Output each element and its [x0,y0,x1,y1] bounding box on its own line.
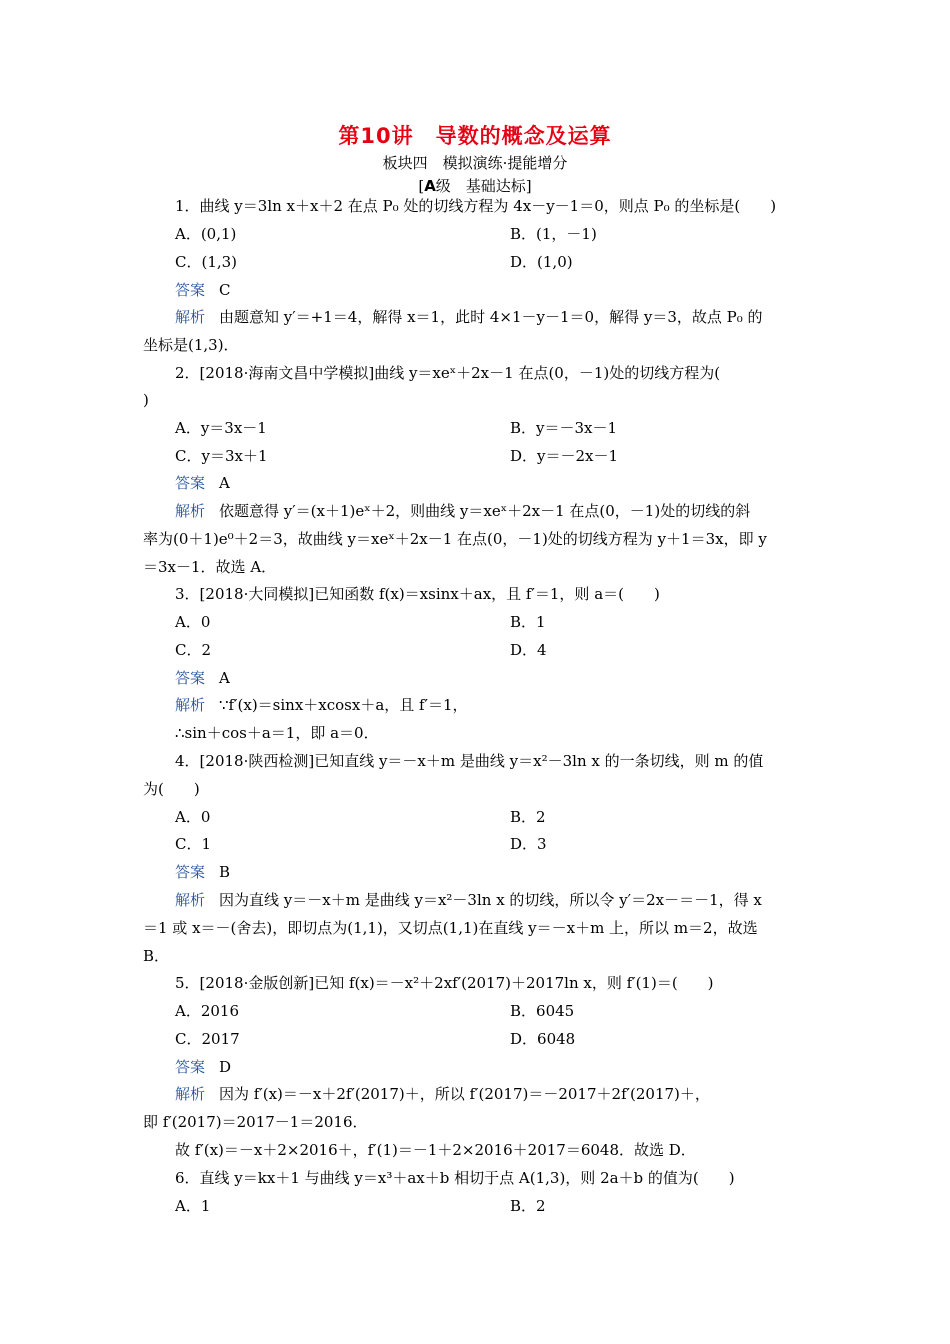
q6-option-a: A．1 [175,1197,211,1215]
level-heading [0,175,950,196]
q1-option-a: A．(0,1) [175,225,237,243]
q3-analysis [175,695,468,715]
q4-option-d: D．3 [510,835,547,853]
q2-stem-cont: ) [143,391,149,409]
level-rest: 级 基础达标] [435,177,532,195]
q4-analysis-cont-2: B． [143,947,170,965]
q1-analysis-cont: 坐标是(1,3)． [143,336,239,354]
q5-answer [175,1057,231,1077]
q6-option-b: B．2 [510,1197,546,1215]
q1-answer [175,280,231,300]
q5-stem: 5．[2018·金版创新]已知 f(x)＝－x²＋2xf′(2017)＋2017ln x，则 f′(1)＝( ) [175,974,714,992]
q2-option-d: D．y＝－2x－1 [510,447,619,465]
q4-option-a: A．0 [175,808,211,826]
q3-stem: 3．[2018·大同模拟]已知函数 f(x)＝xsinx＋ax，且 f′＝1，则 a＝( ) [175,585,660,603]
q3-option-c: C．2 [175,641,212,659]
q5-option-a: A．2016 [175,1002,240,1020]
q4-stem-cont: 为( ) [143,780,200,798]
q6-stem: 6．直线 y＝kx＋1 与曲线 y＝x³＋ax＋b 相切于点 A(1,3)，则 2a＋b 的值为( ) [175,1169,735,1187]
q5-option-d: D．6048 [510,1030,576,1048]
q4-stem: 4．[2018·陕西检测]已知直线 y＝－x＋m 是曲线 y＝x²－3ln x 的一条切线，则 m 的值 [175,752,764,770]
q4-answer-value: B [219,863,231,881]
q5-option-b: B．6045 [510,1002,575,1020]
q2-option-a: A．y＝3x－1 [175,419,267,437]
q4-option-c: C．1 [175,835,212,853]
q3-option-b: B．1 [510,613,546,631]
analysis-label: 解析 [175,696,206,714]
q2-answer-value: A [219,474,230,492]
analysis-label: 解析 [175,502,206,520]
q2-analysis-cont-1: 率为(0＋1)e⁰＋2＝3，故曲线 y＝xeˣ＋2x－1 在点(0，－1)处的切线方程为 y＋1＝3x，即 y [143,530,767,548]
level-letter: A [424,177,436,195]
q1-answer-value: C [219,281,231,299]
q5-analysis-cont-1: 即 f′(2017)＝2017－1＝2016． [143,1113,368,1131]
q2-analysis [175,501,750,521]
q3-option-a: A．0 [175,613,211,631]
q3-analysis-text: ∵f′(x)＝sinx＋xcosx＋a，且 f′＝1， [219,696,468,714]
q2-option-c: C．y＝3x＋1 [175,447,268,465]
q5-analysis [175,1084,710,1104]
q2-option-b: B．y＝－3x－1 [510,419,618,437]
q4-answer [175,862,230,882]
q1-analysis-text: 由题意知 y′＝+1＝4，解得 x＝1，此时 4×1－y－1＝0，解得 y＝3，故点 P₀ 的 [219,308,763,326]
q2-analysis-text: 依题意得 y′＝(x＋1)eˣ＋2，则曲线 y＝xeˣ＋2x－1 在点(0，－1)处的切线的斜 [219,502,751,520]
q1-option-c: C．(1,3) [175,253,238,271]
section-subtitle: 板块四 模拟演练·提能增分 [382,154,568,172]
q3-analysis-cont: ∴sin＋cos＋a＝1，即 a＝0． [175,724,379,742]
level-open: [ [418,177,425,195]
q3-answer-value: A [219,669,230,687]
answer-label: 答案 [175,863,206,881]
q5-analysis-cont-2: 故 f′(x)＝－x＋2×2016＋，f′(1)＝－1＋2×2016＋2017＝6048．故选 D． [175,1141,696,1159]
q1-option-d: D．(1,0) [510,253,573,271]
answer-label: 答案 [175,281,206,299]
q5-analysis-text: 因为 f′(x)＝－x＋2f′(2017)＋，所以 f′(2017)＝－2017＋2f′(2017)＋， [219,1085,710,1103]
q5-option-c: C．2017 [175,1030,240,1048]
answer-label: 答案 [175,1058,206,1076]
q4-analysis [175,890,762,910]
q4-analysis-cont-1: ＝1 或 x＝－(舍去)，即切点为(1,1)，又切点(1,1)在直线 y＝－x＋m 上，所以 m＝2，故选 [143,919,758,937]
q2-answer [175,473,230,493]
answer-label: 答案 [175,669,206,687]
q2-analysis-cont-2: ＝3x－1．故选 A． [143,558,277,576]
analysis-label: 解析 [175,891,206,909]
q1-analysis [175,307,763,327]
analysis-label: 解析 [175,1085,206,1103]
q4-option-b: B．2 [510,808,546,826]
q4-analysis-text: 因为直线 y＝－x＋m 是曲线 y＝x²－3ln x 的切线，所以令 y′＝2x－＝－1，得 x [219,891,762,909]
q5-answer-value: D [219,1058,232,1076]
answer-label: 答案 [175,474,206,492]
q2-stem: 2．[2018·海南文昌中学模拟]曲线 y＝xeˣ＋2x－1 在点(0，－1)处的切线方程为( [175,364,721,382]
lesson-title: 第10讲 导数的概念及运算 [338,124,612,148]
q3-option-d: D．4 [510,641,547,659]
analysis-label: 解析 [175,308,206,326]
q1-stem: 1．曲线 y＝3ln x＋x＋2 在点 P₀ 处的切线方程为 4x－y－1＝0，则点 P₀ 的坐标是( ) [175,197,777,215]
q3-answer [175,668,230,688]
q1-option-b: B．(1，－1) [510,225,597,243]
